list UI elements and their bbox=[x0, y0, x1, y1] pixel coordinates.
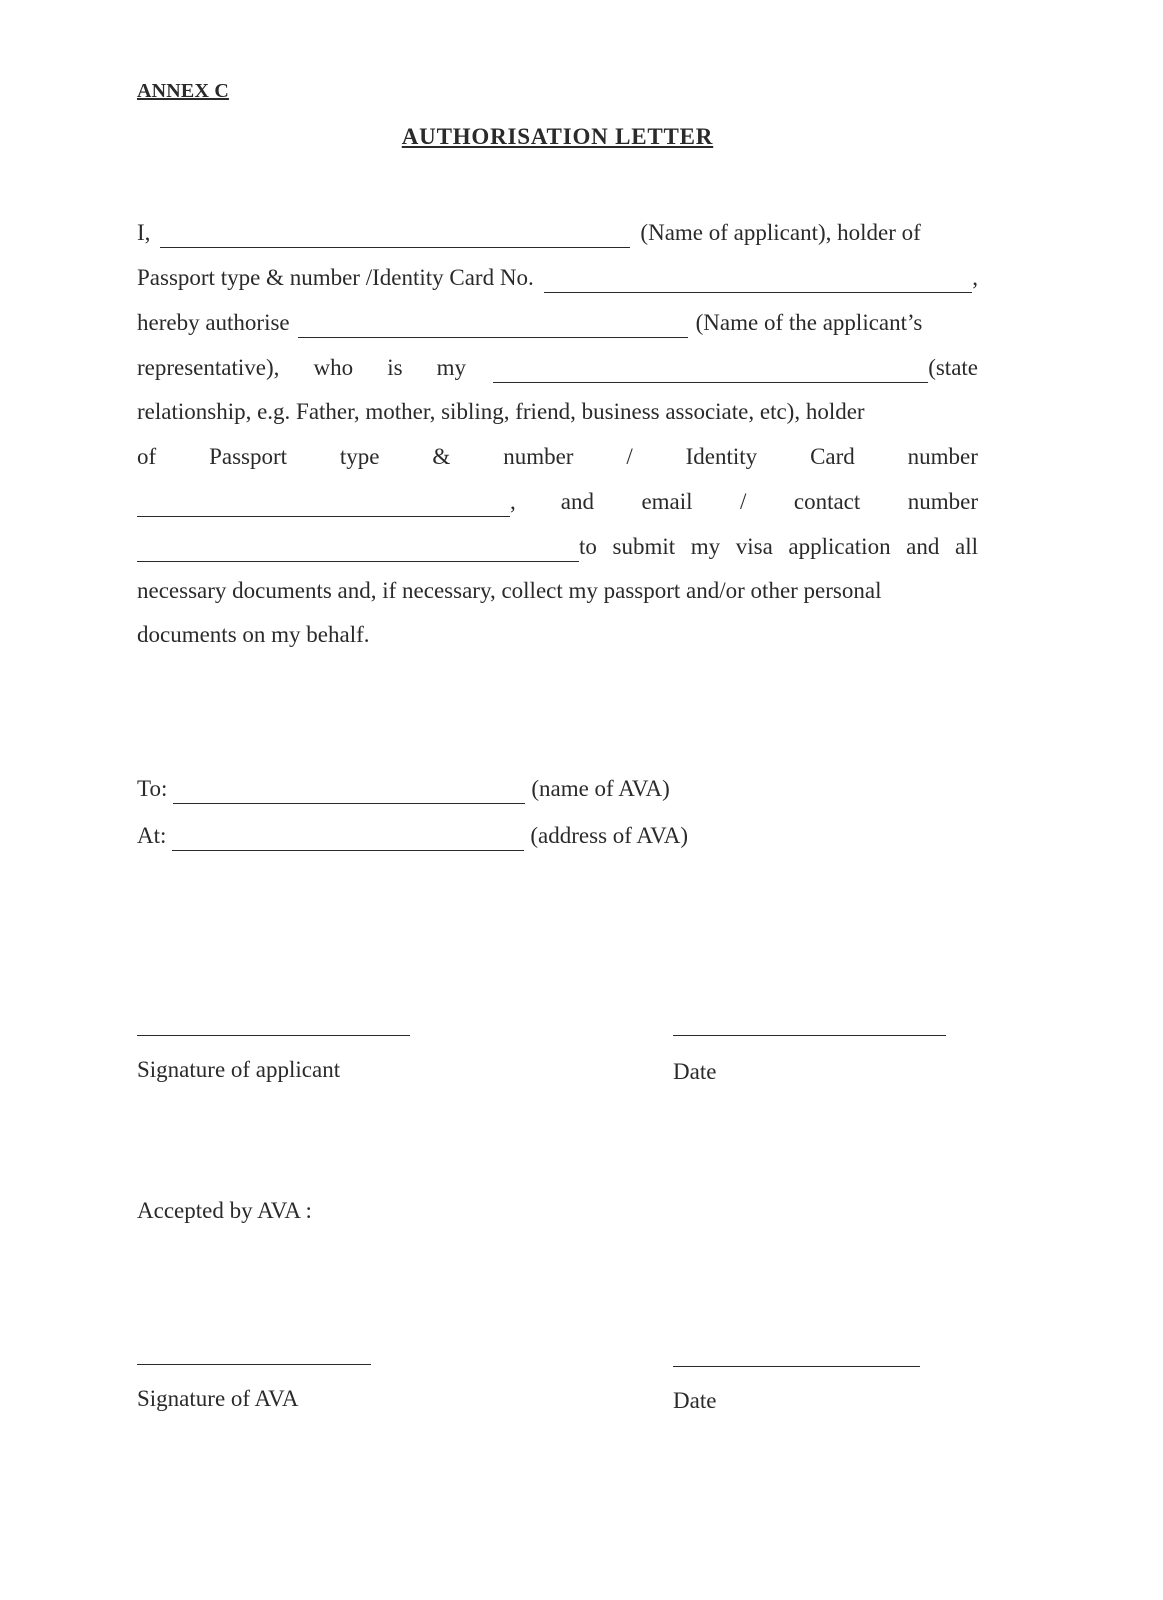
ava-address-field[interactable] bbox=[172, 828, 524, 851]
document-title: AUTHORISATION LETTER bbox=[401, 124, 714, 149]
ava-name-field[interactable] bbox=[173, 781, 525, 804]
applicant-id-field[interactable] bbox=[544, 270, 973, 293]
body-line-4 bbox=[137, 353, 978, 383]
at-label: At: bbox=[137, 823, 167, 848]
body-word: / bbox=[626, 444, 633, 469]
at-hint: (address of AVA) bbox=[530, 823, 688, 848]
body-line-9 bbox=[137, 576, 978, 606]
applicant-date-line[interactable] bbox=[673, 1035, 946, 1036]
body-line-3 bbox=[137, 308, 978, 338]
body-text-wrap bbox=[640, 218, 978, 248]
applicant-date-label: Date bbox=[673, 1059, 717, 1084]
body-line-8 bbox=[137, 532, 978, 562]
representative-id-field[interactable] bbox=[137, 494, 510, 517]
to-label: To: bbox=[137, 776, 168, 801]
ava-date-label: Date bbox=[673, 1388, 717, 1413]
body-word: number bbox=[503, 444, 574, 469]
body-word: and bbox=[560, 489, 594, 514]
annex-label: ANNEX C bbox=[137, 80, 229, 102]
applicant-name-field[interactable] bbox=[160, 225, 630, 248]
body-line-7 bbox=[137, 487, 978, 517]
body-line-1 bbox=[137, 218, 978, 248]
body-text: documents on my behalf. bbox=[137, 622, 370, 647]
body-word: number bbox=[907, 489, 978, 514]
body-text: to submit my visa application and all bbox=[579, 534, 978, 559]
to-hint: (name of AVA) bbox=[531, 776, 670, 801]
body-text: Passport type & number /Identity Card No. bbox=[137, 265, 534, 290]
accepted-by-ava-label: Accepted by AVA : bbox=[137, 1198, 312, 1223]
body-text: , bbox=[972, 265, 978, 290]
relationship-field[interactable] bbox=[493, 360, 928, 383]
body-line-10 bbox=[137, 620, 978, 650]
body-text: relationship, e.g. Father, mother, sibling, friend, business associate, etc), holder bbox=[137, 399, 865, 424]
body-text-justified bbox=[137, 353, 466, 383]
body-text: necessary documents and, if necessary, collect my passport and/or other personal bbox=[137, 578, 882, 603]
body-word: Card bbox=[810, 444, 855, 469]
ava-to-line bbox=[137, 774, 757, 804]
body-word: Identity bbox=[685, 444, 758, 469]
body-word: number bbox=[907, 444, 978, 469]
body-word: / bbox=[740, 489, 747, 514]
body-word: is bbox=[387, 355, 403, 380]
body-text: (state bbox=[928, 355, 978, 380]
applicant-signature-line[interactable] bbox=[137, 1035, 410, 1036]
representative-contact-field[interactable] bbox=[137, 539, 579, 562]
body-word: representative), bbox=[137, 355, 280, 380]
body-word: of bbox=[137, 444, 157, 469]
body-line-5 bbox=[137, 397, 978, 427]
body-text: , bbox=[510, 489, 516, 514]
body-word: type bbox=[339, 444, 380, 469]
ava-signature-line[interactable] bbox=[137, 1364, 371, 1365]
body-text: hereby authorise bbox=[137, 310, 290, 335]
body-text: I, bbox=[137, 220, 151, 245]
body-line-2 bbox=[137, 263, 978, 293]
body-text: (Name of the applicant’s bbox=[695, 310, 923, 335]
applicant-signature-label: Signature of applicant bbox=[137, 1057, 341, 1082]
body-word: contact bbox=[793, 489, 861, 514]
body-word: email bbox=[641, 489, 693, 514]
body-text: (Name of applicant), holder of bbox=[640, 220, 921, 245]
representative-name-field[interactable] bbox=[298, 315, 688, 338]
body-word: who bbox=[313, 355, 354, 380]
body-word: & bbox=[432, 444, 451, 469]
body-word: Passport bbox=[209, 444, 288, 469]
body-line-6 bbox=[137, 442, 978, 472]
ava-signature-label: Signature of AVA bbox=[137, 1386, 299, 1411]
body-word: my bbox=[436, 355, 466, 380]
body-text-justified bbox=[561, 487, 978, 517]
ava-at-line bbox=[137, 821, 757, 851]
ava-date-line[interactable] bbox=[673, 1366, 920, 1367]
